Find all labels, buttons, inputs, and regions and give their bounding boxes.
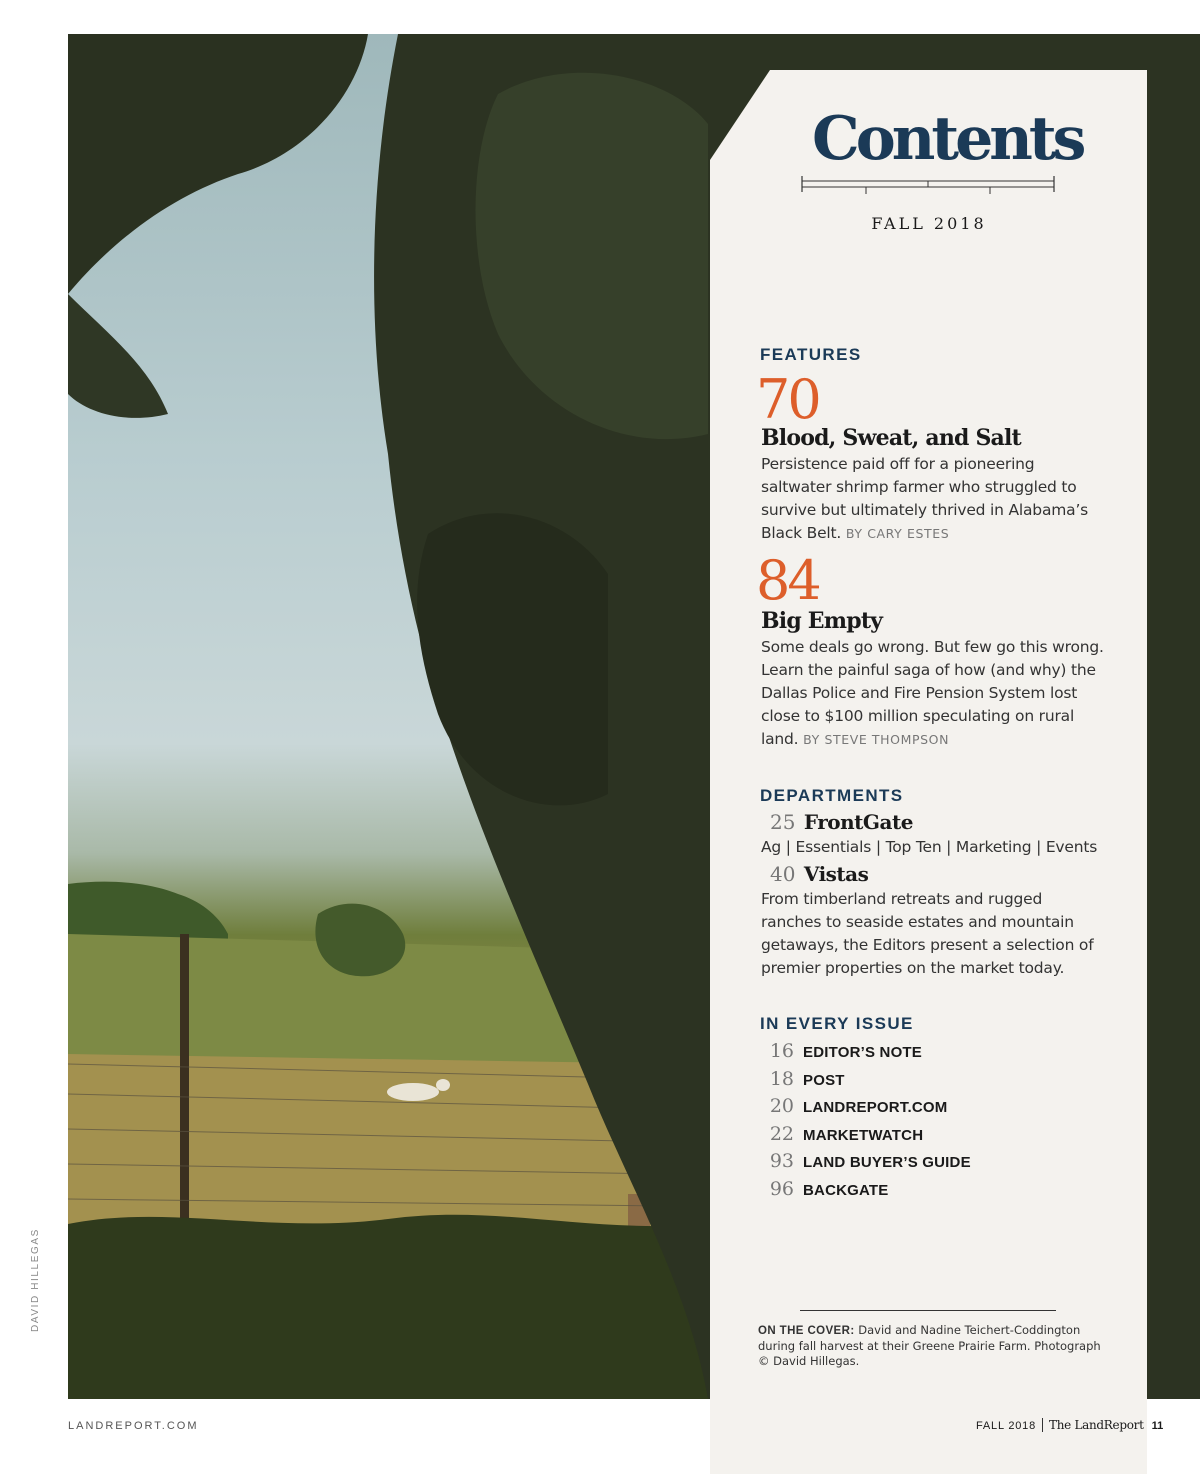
cover-divider	[800, 1310, 1056, 1311]
features-heading: FEATURES	[760, 345, 862, 364]
issue-page-number: 18	[769, 1067, 794, 1090]
department-title: FrontGate	[803, 810, 913, 834]
list-item[interactable]	[760, 1093, 1020, 1121]
feature-byline: BY STEVE THOMPSON	[803, 732, 950, 747]
list-item[interactable]	[760, 1176, 1020, 1204]
issue-page-number: 22	[769, 1122, 794, 1145]
issue-title: BACKGATE	[803, 1181, 889, 1199]
every-issue-heading: IN EVERY ISSUE	[760, 1014, 914, 1033]
department-page-number: 40	[770, 862, 796, 886]
footer-website[interactable]: LANDREPORT.COM	[68, 1420, 199, 1432]
footer-separator	[1042, 1418, 1043, 1432]
issue-page-number: 93	[769, 1150, 794, 1172]
feature-title[interactable]: Big Empty	[761, 608, 883, 634]
issue-title: MARKETWATCH	[803, 1126, 924, 1144]
footer-magazine-name: The LandReport	[1049, 1418, 1144, 1432]
every-issue-list	[760, 1038, 1020, 1203]
feature-title[interactable]: Blood, Sweat, and Salt	[761, 425, 1021, 451]
footer-issue: FALL 2018	[976, 1420, 1037, 1432]
department-description: Ag | Essentials | Top Ten | Marketing | Events	[761, 838, 1098, 856]
cover-caption-text: David and Nadine Teichert-Coddington during fall harvest at their Greene Prairie Farm. Photograph © David Hillegas.	[758, 1323, 1101, 1368]
feature-description	[761, 453, 1106, 545]
issue-page-number: 20	[769, 1095, 794, 1117]
feature-description-text: Some deals go wrong. But few go this wrong. Learn the painful saga of how (and why) the Dallas Police and Fire Pension System lost close to $100 million speculating on rural land.	[761, 638, 1104, 748]
issue-page-number: 16	[769, 1040, 794, 1062]
footer-page-number: 11	[1151, 1420, 1164, 1432]
contents-title: Contents	[812, 104, 1083, 174]
list-item[interactable]	[760, 1066, 1020, 1094]
issue-page-number: 96	[769, 1177, 794, 1200]
contents-panel	[710, 70, 1147, 1474]
issue-date: FALL 2018	[871, 214, 987, 233]
cover-caption-label: ON THE COVER:	[758, 1325, 855, 1337]
issue-title: LAND BUYER’S GUIDE	[803, 1154, 971, 1171]
feature-description-text: Persistence paid off for a pioneering saltwater shrimp farmer who struggled to survive but ultimately thrived in Alabama’s Black Belt.	[761, 455, 1089, 542]
list-item[interactable]	[760, 1038, 1020, 1066]
cover-caption	[758, 1323, 1108, 1369]
feature-page-number: 70	[756, 368, 819, 431]
feature-byline: BY CARY ESTES	[845, 526, 950, 541]
photo-credit: DAVID HILLEGAS	[30, 1228, 41, 1332]
departments-heading: DEPARTMENTS	[760, 786, 904, 805]
feature-page-number: 84	[756, 549, 819, 612]
department-description: From timberland retreats and rugged ranches to seaside estates and mountain getaways, the Editors present a selection of premier properties on the market today.	[761, 890, 1094, 977]
ruler-ornament	[800, 172, 1056, 196]
feature-description	[761, 636, 1106, 751]
department-item[interactable]	[770, 862, 868, 886]
list-item[interactable]	[760, 1148, 1020, 1176]
issue-title: LANDREPORT.COM	[803, 1099, 948, 1116]
footer-folio	[976, 1418, 1163, 1432]
department-item[interactable]	[770, 810, 913, 834]
issue-title: POST	[803, 1071, 845, 1089]
list-item[interactable]	[760, 1121, 1020, 1149]
issue-title: EDITOR’S NOTE	[803, 1044, 923, 1061]
department-page-number: 25	[770, 810, 796, 834]
department-title: Vistas	[803, 862, 869, 886]
